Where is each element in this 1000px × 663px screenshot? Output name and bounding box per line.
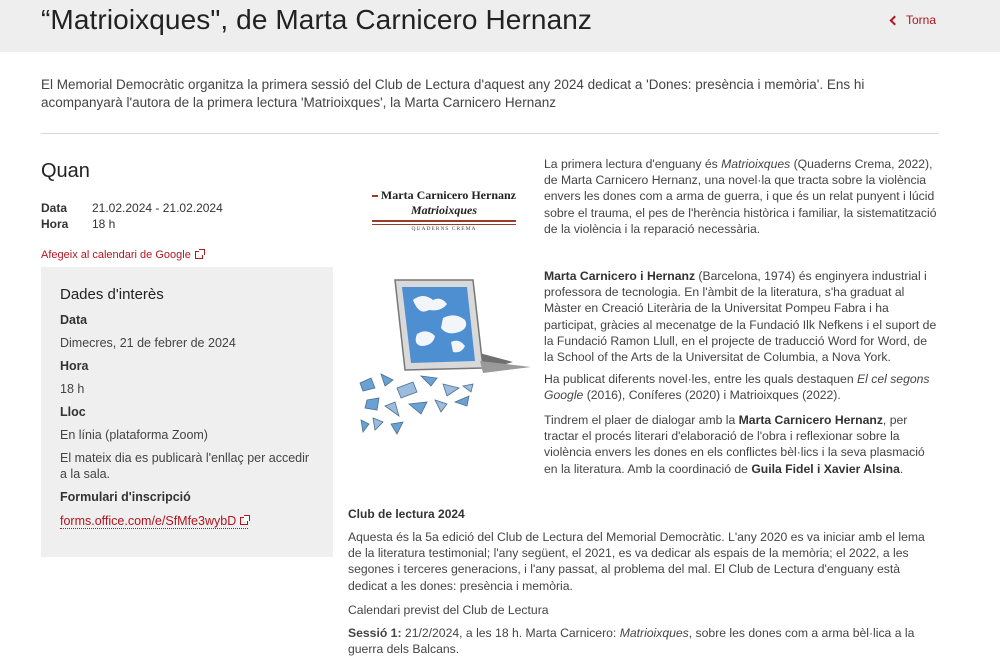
when-date-row — [41, 201, 223, 215]
back-link[interactable] — [891, 13, 936, 27]
interest-time-label: Hora — [60, 359, 89, 373]
article-paragraph-3: Ha publicat diferents novel·les, entre les quals destaquen El cel segons Google (2016), Coníferes (2020) i Matrioixques (2022). — [544, 372, 930, 403]
club-paragraph-2: Calendari previst del Club de Lectura — [348, 603, 549, 617]
interest-date-value: Dimecres, 21 de febrer de 2024 — [60, 336, 236, 350]
book-cover-author-row — [372, 188, 516, 203]
google-calendar-label: Afegeix al calendari de Google — [41, 249, 191, 261]
chevron-left-icon — [890, 16, 900, 26]
external-link-icon — [240, 517, 248, 525]
interest-date-label: Data — [60, 313, 88, 327]
broken-frame-illustration — [355, 278, 540, 438]
club-title: Club de lectura 2024 — [348, 507, 465, 521]
divider — [41, 133, 938, 134]
club-session-1: Sessió 1: 21/2/2024, a les 18 h. Marta Carnicero: Matrioixques, sobre les dones com a arma bèl·lica a la guerra dels Balcans. — [348, 626, 915, 657]
intro-text: El Memorial Democràtic organitza la primera sessió del Club de Lectura d'aquest any 2024 dedicat a 'Dones: presència i memòria'. Ens hi acompanyarà l'autora de la primera lectura 'Matrioixques', la Marta Carnicero Hernanz — [41, 77, 865, 110]
when-time-value: 18 h — [92, 217, 116, 231]
club-paragraph-1: Aquesta és la 5a edició del Club de Lectura del Memorial Democràtic. L'any 2020 es va iniciar amb el lema de la literatura testimonial; l'any següent, el 2021, es va dedicar als espais de la memòria; el 2022, a les segones i terceres generacions, i l'any passat, al problema del mal. El Club de Lectura d'enguany està dedicat a les dones: presència i memòria. — [348, 530, 925, 593]
book-cover-author: Marta Carnicero Hernanz — [380, 188, 516, 202]
when-title: Quan — [41, 160, 90, 182]
interest-place-label: Lloc — [60, 405, 86, 419]
book-cover-publisher: QUADERNS CREMA — [372, 224, 516, 232]
when-time-label: Hora — [41, 217, 69, 231]
when-time-row — [41, 217, 115, 231]
interest-title: Dades d'interès — [60, 286, 164, 303]
page-title: “Matrioixques", de Marta Carnicero Hernanz — [41, 4, 593, 35]
interest-note: El mateix dia es publicarà l'enllaç per accedir a la sala. — [60, 451, 310, 481]
book-cover-title: Matrioixques — [372, 203, 516, 222]
cover-dash — [372, 195, 378, 197]
interest-box — [41, 267, 333, 557]
article-paragraph-1: La primera lectura d'enguany és Matrioixques (Quaderns Crema, 2022), de Marta Carnicero Hernanz, una novel·la que tracta sobre la violència envers les dones com a arma de guerra, i que és un relat punyent i lúcid sobre el trauma, el pes de l'herència històrica i familiar, la sistematització de la violència i la reparació necessària. — [544, 157, 937, 236]
article-paragraph-2: Marta Carnicero i Hernanz (Barcelona, 1974) és enginyera industrial i professora de tecnologia. En l'àmbit de la literatura, s'ha graduat al Màster en Creació Literària de la Universitat Pompeu Fabra i ha participat, gràcies al mecenatge de la Fundació Ilk Nefkens i el suport de la Fundació Ramon Llull, en el projecte de traducció Word for Word, de la School of the Arts de la Universitat de Columbia, a Nova York. — [544, 269, 937, 365]
registration-form-url: forms.office.com/e/SfMfe3wybD — [60, 514, 237, 528]
book-cover — [372, 188, 516, 232]
when-date-value: 21.02.2024 - 21.02.2024 — [92, 201, 223, 215]
interest-time-value: 18 h — [60, 382, 85, 396]
registration-form-link[interactable] — [60, 514, 248, 529]
interest-form-label: Formulari d'inscripció — [60, 490, 191, 504]
google-calendar-link[interactable] — [41, 249, 203, 261]
when-date-label: Data — [41, 201, 68, 215]
back-label: Torna — [906, 13, 937, 27]
article-paragraph-4: Tindrem el plaer de dialogar amb la Marta Carnicero Hernanz, per tractar el procés literari d'elaboració de l'obra i reflexionar sobre la violència envers les dones en els conflictes bèl·lics i la seva plasmació en la literatura. Amb la coordinació de Guila Fidel i Xavier Alsina. — [544, 413, 925, 476]
external-link-icon — [195, 251, 203, 259]
interest-place-value: En línia (plataforma Zoom) — [60, 428, 208, 442]
